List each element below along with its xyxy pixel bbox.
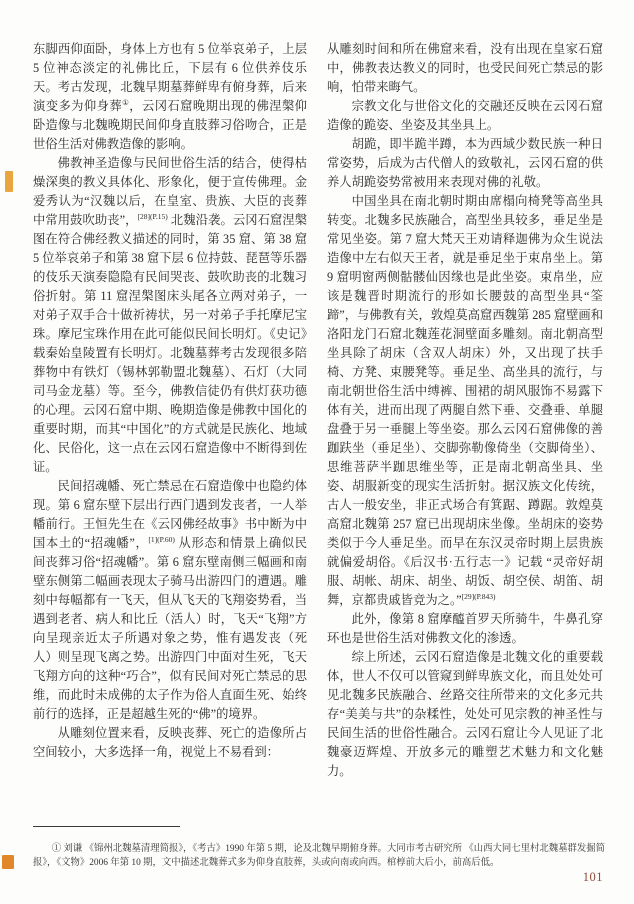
margin-highlight-mark-bottom xyxy=(2,855,14,869)
body-text: 胡跪，即半跪半蹲，本为西域少数民族一种日常姿势，后成为古代僧人的致敬礼，云冈石窟的供养人胡跪姿势常被用来表现对佛的礼敬。 xyxy=(327,137,603,189)
body-text: 中国坐具在南北朝时期由席榻向椅凳等高坐具转变。北魏多民族融合，高型坐具较多，垂足坐是常见坐姿。第 7 窟大梵天王劝请释迦佛为众生说法造像中左右似天王者，就是垂足坐于束帛坐上。第 9 窟明窗两侧骷髅仙因缘也是此坐姿。束帛坐，应该是魏晋时期流行的形如长腰鼓的高型坐具“筌蹄”，与佛教有关，敦煌莫高窟西魏第 285 窟壁画和洛阳龙门石窟北魏莲花洞壁面多雕刻。南北朝高型坐具除了胡床（含双人胡床）外，又出现了扶手椅、方凳、束腰凳等。垂足坐、高坐具的流行，与南北朝世俗生活中缚裤、围裙的胡风服饰不易露下体有关，进而出现了两腿自然下垂、交叠垂、单腿盘叠于另一垂腿上等坐姿。那么云冈石窟佛像的善跏趺坐（垂足坐）、交脚弥勒像倚坐（交脚倚坐）、思维菩萨半跏思维坐等，正是南北朝高坐具、坐姿、胡服新变的现实生活折射。据汉族文化传统，古人一般安坐，非正式场合有箕踞、蹲踞。敦煌莫高窟北魏第 257 窟已出现胡床坐像。坐胡床的姿势类似于今人垂足坐。而早在东汉灵帝时期上层贵族就偏爱胡俗。《后汉书·五行志一》记载 “灵帝好胡服、胡帐、胡床、胡坐、胡饭、胡空侯、胡笛、胡舞，京都贵戚皆竞为之。” xyxy=(327,194,603,607)
paragraph xyxy=(327,610,603,648)
body-text: 北魏沿袭。云冈石窟涅槃图在符合佛经教义描述的同时，第 35 窟、第 38 窟 5 位举哀弟子和第 38 窟下层 6 位持鼓、琵琶等乐器的伎乐天演奏隐隐有民间哭丧、鼓吹助丧的北魏习俗折射。第 11 窟涅槃图床头尾各立两对弟子，一对弟子双手合十做祈祷状，另一对弟子手托摩尼宝珠。摩尼宝珠作用在此可能似民间长明灯。《史记》载秦始皇陵置有长明灯。北魏墓葬考古发现很多陪葬物中有铁灯（锡林郭勒盟北魏墓）、石灯（大同司马金龙墓）等。至今，佛教信徒仍有供灯获功德的心理。云冈石窟中期、晚期造像是佛教中国化的重要时期，而其“中国化”的方式就是民族化、地域化、民俗化，这一点在云冈石窟造像中不断得到佐证。 xyxy=(33,213,307,474)
body-text: 综上所述，云冈石窟造像是北魏文化的重要载体，世人不仅可以管窥到鲜卑族文化，而且处处可见北魏多民族融合、丝路交往所带来的文化多元共存“美美与共”的杂糅性，处处可见宗教的神圣性与民间生活的世俗性融合。云冈石窟让今人见证了北魏豪迈辉煌、开放多元的雕塑艺术魅力和文化魅力。 xyxy=(327,650,603,778)
body-text: 东脚西仰面卧，身体上方也有 5 位举哀弟子，上层 5 位神态淡定的礼佛比丘，下层有 6 位供养伎乐天。考古发现，北魏早期墓葬鲜卑有俯身葬，后来演变多为仰身葬 xyxy=(33,42,307,113)
body-text: 从形态和情景上确似民间丧葬习俗“招魂幡”。第 6 窟东壁南侧三幅画和南壁东侧第二幅画表现太子骑马出游四门的遭遇。雕刻中每幅都有一飞天，但从飞天的飞翔姿势看，当遇到老者、病人和比丘（活人）时，飞天“飞翔”方向呈现亲近太子所遇对象之势，惟有遇发丧（死人）则呈现飞离之势。出游四门中面对生死，飞天飞翔方向的这种“巧合”，似有民间对死亡禁忌的思维，而此时未成佛的太子作为俗人直面生死、始终前行的选择，正是超越生死的“佛”的境界。 xyxy=(33,536,307,721)
body-text: ，云冈石窟晚期出现的佛涅槃仰卧造像与北魏晚期民间仰身直肢葬习俗吻合，正是世俗生活对佛教造像的影响。 xyxy=(33,99,307,151)
body-text: 佛教神圣造像与民间世俗生活的结合，使得枯燥深奥的教义具体化、形象化，便于宣传佛理。金爱秀认为“汉魏以后，在皇室、贵族、大臣的丧葬中常用鼓吹助丧”， xyxy=(33,156,307,227)
body-text: 此外，像第 8 窟摩醯首罗天所骑牛，牛鼻孔穿环也是世俗生活对佛教文化的渗透。 xyxy=(327,612,603,645)
paragraph xyxy=(327,97,603,135)
paragraph xyxy=(33,724,307,762)
paragraph xyxy=(327,192,603,610)
paragraph xyxy=(33,40,307,154)
paragraph xyxy=(327,135,603,192)
paragraph xyxy=(327,648,603,781)
reference-superscript: [28](P.15) xyxy=(137,211,168,221)
reference-superscript: ① xyxy=(122,97,130,107)
reference-superscript: [1](P.60) xyxy=(148,534,175,544)
reference-superscript: [29](P.843) xyxy=(461,591,496,601)
body-text: 从雕刻时间和所在佛窟来看，没有出现在皇家石窟中，佛教表达教义的同时，也受民间死亡禁忌的影响，怕带来晦气。 xyxy=(327,42,603,94)
left-text-column xyxy=(33,40,307,762)
page-number: 101 xyxy=(582,870,603,884)
paragraph xyxy=(33,154,307,477)
footnote-separator-rule xyxy=(33,826,180,827)
paragraph xyxy=(33,477,307,724)
right-text-column xyxy=(327,40,603,781)
paragraph xyxy=(327,40,603,97)
body-text: 从雕刻位置来看，反映丧葬、死亡的造像所占空间较小，大多选择一角，视觉上不易看到： xyxy=(33,726,307,759)
footnote-text: ① 刘谦 《锦州北魏墓清理简报》，《考古》1990 年第 5 期，论及北魏早期俯身葬。大同市考古研究所 《山西大同七里村北魏墓群发掘简报》，《文物》2006 年第 10 期，文中描述北魏葬式多为仰身直肢葬，头或向南或向西。棺椁前大后小，前高后低。 xyxy=(33,844,605,868)
body-text: 宗教文化与世俗文化的交融还反映在云冈石窟造像的跪姿、坐姿及其坐具上。 xyxy=(327,99,603,132)
body-text: 民间招魂幡、死亡禁忌在石窟造像中也隐约体现。第 6 窟东壁下层出行西门遇到发丧者，一人举幡前行。王恒先生在《云冈佛经故事》书中断为中国本土的“招魂幡”， xyxy=(33,479,307,550)
margin-highlight-mark-top xyxy=(5,171,13,192)
